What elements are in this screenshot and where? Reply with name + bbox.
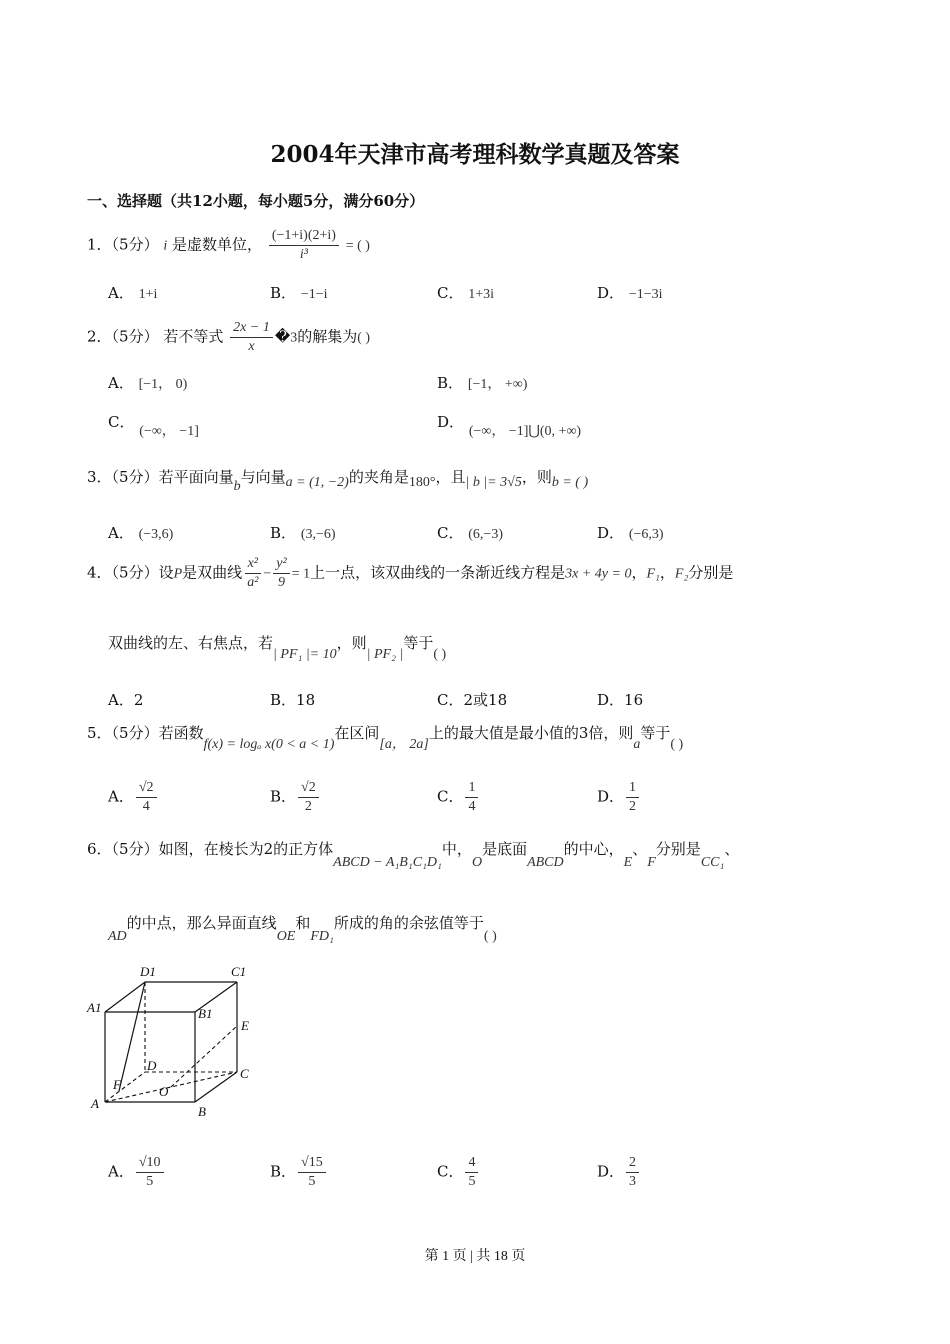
label-e: E — [241, 1018, 249, 1033]
segment-o-e — [171, 1026, 237, 1087]
cube-figure — [85, 962, 265, 1124]
q4-p: P — [173, 566, 183, 582]
q2-option-a: A． [−1， 0) — [108, 374, 188, 392]
q4-text-1: 设 — [158, 563, 174, 582]
q2-option-b: B． [−1， +∞) — [437, 374, 528, 392]
question-6-line-2: AD的中点，那么异面直线OE和FD₁所成的角的余弦值等于( ) — [108, 914, 497, 944]
q1-frac-den: i³ — [299, 247, 308, 262]
q2-number: 2．（5分） — [87, 327, 159, 346]
section-heading: 一、选择题（共12小题，每小题5分，满分60分） — [87, 192, 425, 210]
q5-function: f(x) = logₐ x(0 < a < 1) — [203, 737, 335, 752]
q6-ad: AD — [108, 929, 127, 944]
q2-paren: ( ) — [357, 330, 371, 346]
q1-tail: = ( ) — [345, 238, 370, 254]
q6-number: 6．（5分） — [87, 840, 159, 858]
q4-pf1: | PF₁ |= 10 — [273, 647, 337, 662]
question-5: 5．（5分）若函数f(x) = logₐ x(0 < a < 1)在区间[a， 2a]上的最大值是最小值的3倍，则a等于( ) — [87, 724, 684, 752]
q2-option-d: D． (−∞， −1]⋃(0, +∞) — [437, 413, 582, 439]
q6-oe: OE — [276, 929, 296, 944]
q2-fraction — [230, 320, 273, 355]
q3-number: 3．（5分） — [87, 468, 159, 486]
q1-number: 1．（5分） — [87, 235, 159, 254]
q2-glyph: � — [274, 327, 291, 346]
q4-frac-2: $\frac{\text{y²}}{9}$ — [273, 556, 289, 591]
q4-eq: = 1 — [291, 566, 311, 582]
q4-frac-1: $\frac{\text{x²}}{\text{a²}}$ — [244, 556, 261, 591]
label-b: B — [198, 1104, 206, 1119]
q6-cc1: CC₁ — [700, 855, 725, 870]
q3-option-b: B． (3,−6) — [270, 524, 336, 542]
q6-o: O — [471, 855, 483, 870]
q4-number: 4．（5分） — [87, 563, 159, 582]
q2-option-c: C． (−∞， −1] — [108, 413, 199, 439]
question-6: 6．（5分）如图，在棱长为2的正方体ABCD − A₁B₁C₁D₁中，O是底面ABCD的中心，E、F分别是CC₁、 — [87, 840, 740, 870]
q4-option-d: D．16 — [597, 691, 644, 709]
page-footer: 第 1 页 | 共 18 页 — [424, 1249, 526, 1264]
q6-f: F — [647, 855, 656, 870]
q3-a-eq: a = (1, −2) — [285, 475, 349, 490]
q5-a: a — [633, 737, 641, 752]
q1-option-a: A． 1+i — [108, 284, 158, 302]
q3-text-5: ，则 — [521, 468, 552, 486]
q1-fraction — [269, 228, 339, 263]
q6-paren: ( ) — [483, 929, 497, 944]
q3-deg: 180° — [408, 475, 436, 490]
q4-asymptote: 3x + 4y = 0 — [565, 566, 632, 582]
q4-text-3: 上一点，该双曲线的一条渐近线方程是 — [310, 563, 566, 582]
q1-option-b: B． −1−i — [270, 284, 328, 302]
q6-base: ABCD — [527, 855, 564, 870]
q4-option-c: C．2或18 — [437, 691, 508, 709]
q5-number: 5．（5分） — [87, 724, 159, 742]
question-2 — [87, 320, 370, 355]
q6-fd1: FD₁ — [310, 929, 334, 944]
q1-option-d: D． −1−3i — [597, 284, 663, 302]
q4-text-2: 是双曲线 — [182, 563, 243, 582]
question-1 — [87, 228, 370, 263]
q3-b-eq: b = ( ) — [551, 475, 589, 490]
q6-option-d: D． $\frac{2}{3}$ — [597, 1155, 641, 1190]
label-b1: B1 — [198, 1006, 213, 1021]
q2-frac-den: x — [248, 339, 255, 354]
q4-f2: F₂ — [674, 566, 689, 582]
q3-text-1: 若平面向量 — [158, 468, 234, 486]
q3-option-a: A． (−3,6) — [108, 524, 174, 542]
label-a: A — [91, 1096, 99, 1111]
q5-option-b: B． $\frac{√2}{2}$ — [270, 780, 321, 815]
q3-text-4: ，且 — [435, 468, 466, 486]
q6-option-a: A． $\frac{√10}{5}$ — [108, 1155, 166, 1190]
q2-frac-num: 2x − 1 — [230, 320, 273, 338]
q5-option-c: C． $\frac{1}{4}$ — [437, 780, 480, 815]
q4-minus: − — [263, 566, 272, 582]
q3-text-2: 与向量 — [240, 468, 286, 486]
label-d: D — [147, 1058, 157, 1073]
q5-paren: ( ) — [670, 737, 684, 752]
q1-frac-num: (−1+i)(2+i) — [269, 228, 339, 246]
question-4-line-2: 双曲线的左、右焦点，若| PF₁ |= 10，则| PF₂ |等于( ) — [108, 634, 447, 662]
q2-three: 3 — [290, 330, 298, 346]
q6-cube: ABCD − A₁B₁C₁D₁ — [333, 855, 442, 870]
q5-interval: [a， 2a] — [379, 737, 429, 752]
edge-a-d — [105, 1072, 145, 1102]
question-4: 4．（5分）设P是双曲线 $\frac{\text{x²}}{\text{a²}}$ − $\frac{\text{y²}}{9}$ = 1上一点，该双曲线的一条渐近线方程是3x + 4y = 0，F₁，F₂分别是 — [87, 556, 734, 590]
q6-option-b: B． $\frac{√15}{5}$ — [270, 1155, 328, 1190]
label-a1: A1 — [87, 1000, 102, 1015]
q5-option-a: A． $\frac{√2}{4}$ — [108, 780, 159, 815]
label-f: F — [113, 1077, 121, 1092]
q5-option-d: D． $\frac{1}{2}$ — [597, 780, 641, 815]
q1-option-c: C． 1+3i — [437, 284, 495, 302]
q4-paren: ( ) — [433, 647, 447, 662]
question-3 — [87, 466, 589, 494]
page-title: 2004年天津市高考理科数学真题及答案 — [270, 141, 680, 168]
q4-text-6: 分别是 — [688, 563, 734, 582]
q1-i: i — [163, 238, 168, 254]
q6-option-c: C． $\frac{4}{5}$ — [437, 1155, 480, 1190]
q3-text-3: 的夹角是 — [348, 468, 409, 486]
label-o: O — [159, 1084, 169, 1099]
q4-option-b: B．18 — [270, 691, 316, 709]
q3-b: b — [233, 479, 241, 494]
q3-option-c: C． (6,−3) — [437, 524, 503, 542]
q4-option-a: A．2 — [108, 691, 144, 709]
q1-text: 是虚数单位， — [172, 235, 263, 254]
q6-e: E — [623, 855, 633, 870]
label-c: C — [240, 1066, 249, 1081]
q3-abs-b: | b |= 3√5 — [465, 475, 522, 490]
q4-pf2: | PF₂ | — [366, 647, 404, 662]
q3-option-d: D． (−6,3) — [597, 524, 664, 542]
q4-f1: F₁ — [646, 566, 660, 582]
label-c1: C1 — [231, 964, 247, 979]
q2-text: 若不等式 — [163, 327, 224, 346]
label-d1: D1 — [140, 964, 156, 979]
q2-tail: 的解集为 — [297, 327, 358, 346]
